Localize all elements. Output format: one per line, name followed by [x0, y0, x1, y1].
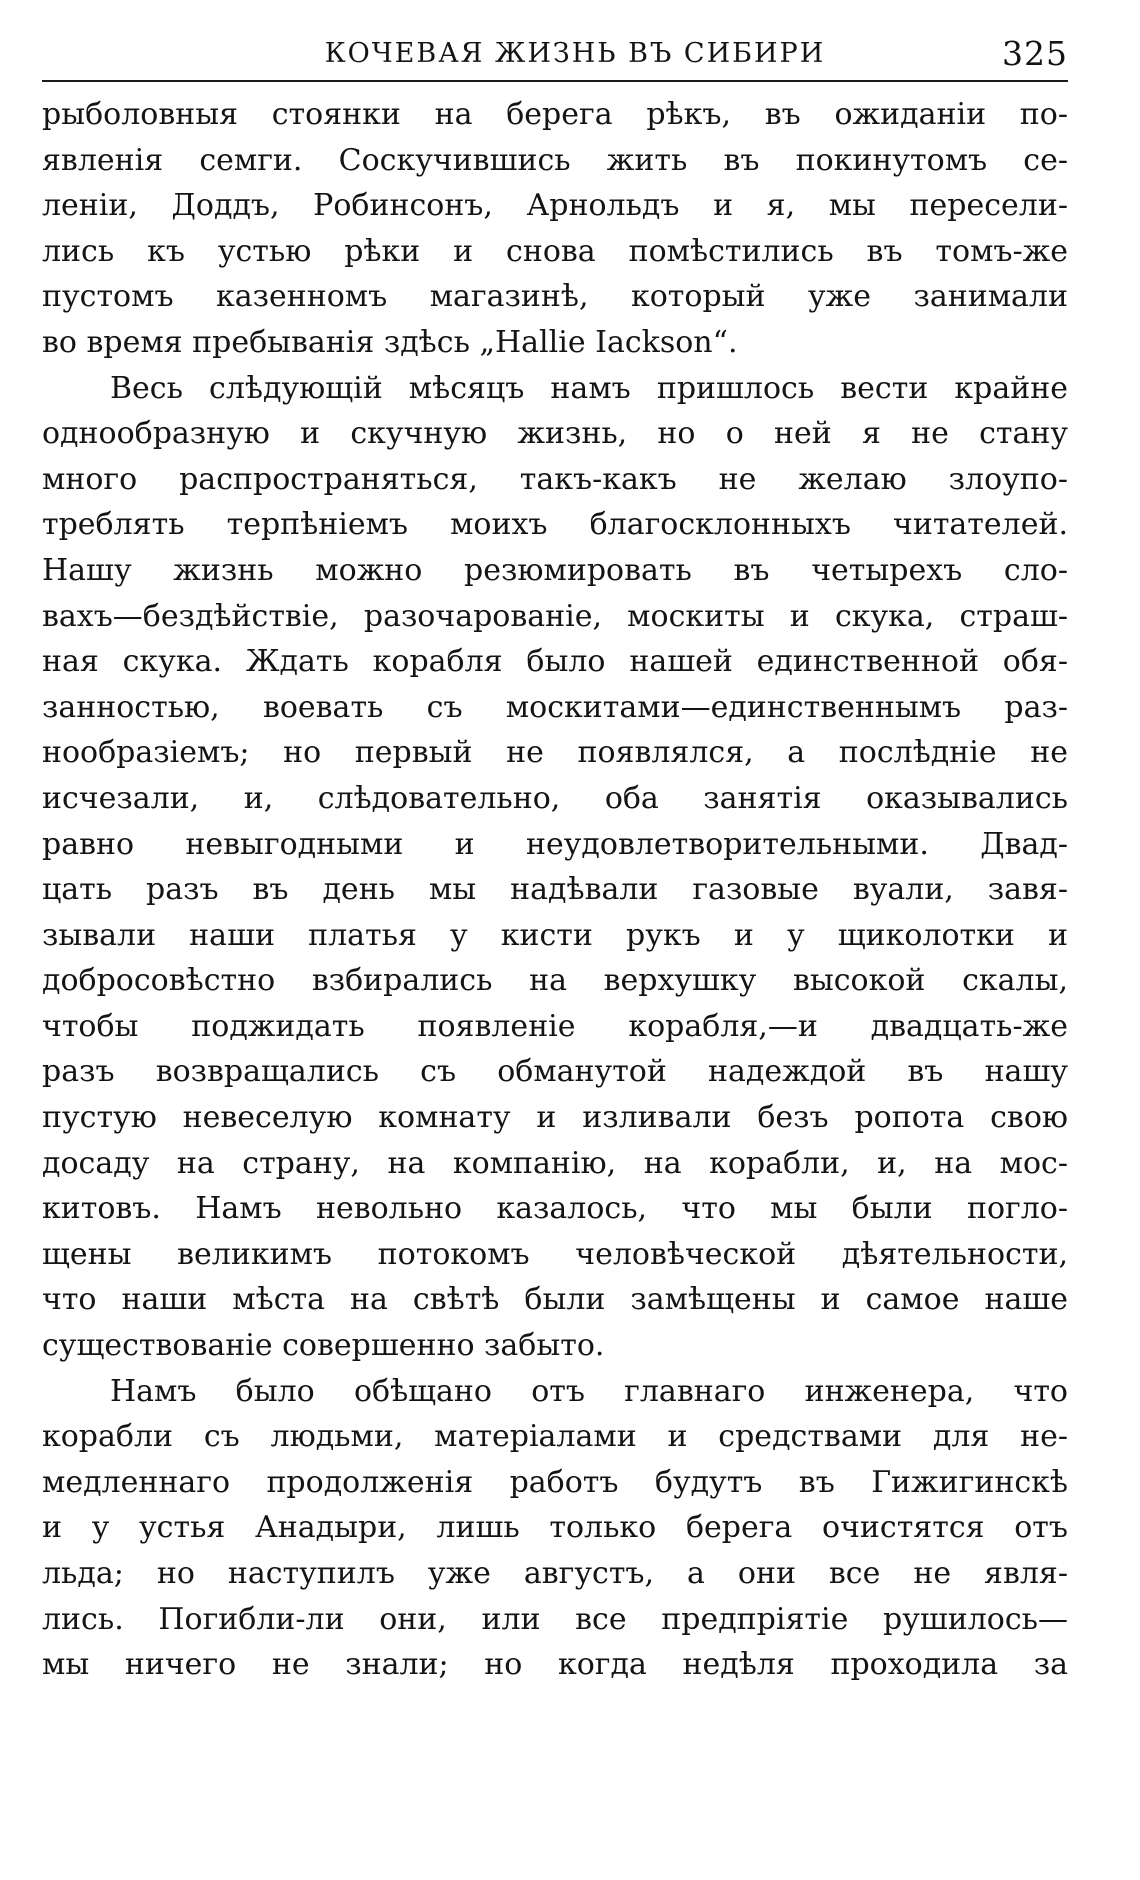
text-line: лись къ устью рѣки и снова помѣстились въ томъ-же — [42, 233, 1068, 269]
text-line: Намъ было обѣщано отъ главнаго инженера, что — [110, 1373, 1068, 1409]
text-line: ная скука. Ждать корабля было нашей единственной обя- — [42, 644, 1068, 680]
text-line: много распространяться, такъ-какъ не желаю злоупо- — [42, 461, 1068, 497]
text-line: что наши мѣста на свѣтѣ были замѣщены и самое наше — [42, 1282, 1068, 1318]
text-line: чтобы поджидать появленіе корабля,—и двадцать-же — [42, 1008, 1068, 1044]
text-line: леніи, Доддъ, Робинсонъ, Арнольдъ и я, мы пересели- — [42, 188, 1068, 224]
paragraph-3 — [42, 1369, 1068, 1688]
text-line: однообразную и скучную жизнь, но о ней я не стану — [42, 416, 1068, 452]
page-number: 325 — [1002, 34, 1068, 73]
text-line: льда; но наступилъ уже августъ, а они все не явля- — [42, 1556, 1068, 1591]
text-line: мы ничего не знали; но когда недѣля проходила за — [42, 1647, 1068, 1683]
running-head — [42, 30, 1068, 82]
chapter-title: КОЧЕВАЯ ЖИЗНЬ ВЪ СИБИРИ — [324, 38, 826, 69]
text-line: зывали наши платья у кисти рукъ и у щиколотки и — [42, 917, 1068, 953]
text-line: щены великимъ потокомъ человѣческой дѣятельности, — [42, 1236, 1068, 1272]
text-line: занностью, воевать съ москитами—единственнымъ раз- — [42, 689, 1068, 725]
text-line: корабли съ людьми, матеріалами и средствами для не- — [42, 1419, 1068, 1455]
text-line: лись. Погибли-ли они, или все предпріятіе рушилось— — [42, 1601, 1068, 1637]
text-line: явленія семги. Соскучившись жить въ покинутомъ се- — [42, 142, 1068, 178]
text-line: равно невыгодными и неудовлетворительными. Двад- — [42, 826, 1068, 862]
text-line: Весь слѣдующій мѣсяцъ намъ пришлось вести крайне — [110, 370, 1068, 406]
paragraph-2 — [42, 366, 1068, 1369]
text-line: существованіе совершенно забыто. — [42, 1328, 605, 1364]
text-line: досаду на страну, на компанію, на корабли, и, на мос- — [42, 1145, 1068, 1181]
text-line: цать разъ въ день мы надѣвали газовые вуали, завя- — [42, 872, 1068, 908]
body-text — [42, 92, 1068, 1688]
text-line: разъ возвращались съ обманутой надеждой въ нашу — [42, 1054, 1068, 1090]
text-line: Нашу жизнь можно резюмировать въ четырехъ сло- — [42, 552, 1068, 588]
text-line: рыболовныя стоянки на берега рѣкъ, въ ожиданіи по- — [42, 97, 1068, 132]
text-line: китовъ. Намъ невольно казалось, что мы были погло- — [42, 1191, 1068, 1227]
text-line: пустую невеселую комнату и изливали безъ ропота свою — [42, 1100, 1068, 1136]
text-line: пустомъ казенномъ магазинѣ, который уже занимали — [42, 279, 1068, 315]
text-line: вахъ—бездѣйствіе, разочарованіе, москиты и скука, страш- — [42, 598, 1068, 634]
book-page — [42, 30, 1068, 1688]
text-line: треблять терпѣніемъ моихъ благосклонныхъ читателей. — [42, 507, 1068, 543]
text-line: добросовѣстно взбирались на верхушку высокой скалы, — [42, 963, 1068, 999]
text-line: во время пребыванія здѣсь „Hallie Iackson“. — [42, 324, 738, 360]
text-line: и у устья Анадыри, лишь только берега очистятся отъ — [42, 1510, 1068, 1546]
text-line: нообразіемъ; но первый не появлялся, а послѣдніе не — [42, 735, 1068, 771]
text-line: медленнаго продолженія работъ будутъ въ Гижигинскѣ — [42, 1464, 1068, 1500]
text-line: исчезали, и, слѣдовательно, оба занятія оказывались — [42, 780, 1068, 816]
paragraph-1 — [42, 92, 1068, 366]
